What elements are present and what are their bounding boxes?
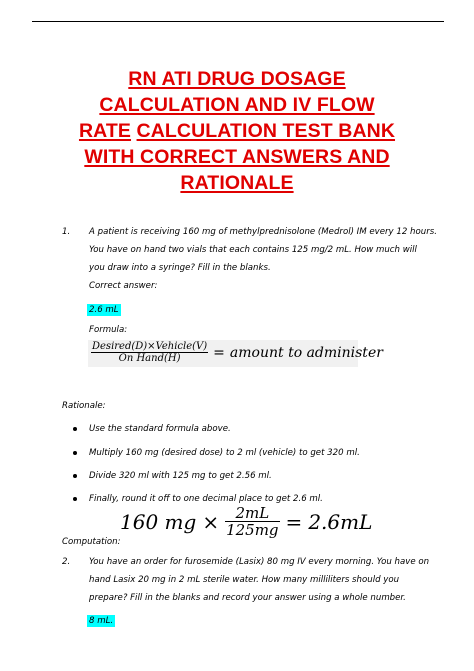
computation-result: 2.6mL <box>308 509 373 534</box>
q1-answer <box>87 302 121 318</box>
q1-answer-highlight: 2.6 mL <box>89 305 119 315</box>
computation-numerator: 2mL <box>235 504 270 522</box>
computation-times: × <box>202 509 220 534</box>
computation-denominator: 125mg <box>226 521 279 539</box>
computation-lhs: 160 mg <box>120 509 197 534</box>
bullet-4: Finally, round it off to one decimal place to get 2.6 ml. <box>89 494 323 504</box>
q2-answer <box>87 613 115 629</box>
title-line-1: RN ATI DRUG DOSAGE <box>128 68 346 90</box>
formula-fraction <box>91 341 208 364</box>
q1-correct-label: Correct answer: <box>89 281 158 291</box>
title-line-5: RATIONALE <box>180 172 294 194</box>
q2-number: 2. <box>62 557 71 567</box>
bullet-3: Divide 320 ml with 125 mg to get 2.56 ml. <box>89 471 272 481</box>
top-rule <box>32 21 444 22</box>
computation-equation <box>120 505 372 538</box>
q1-rationale-label: Rationale: <box>62 401 106 411</box>
document-title <box>40 66 434 196</box>
q2-line-2: hand Lasix 20 mg in 2 mL sterile water. How many milliliters should you <box>89 575 400 585</box>
bullet-2: Multiply 160 mg (desired dose) to 2 ml (vehicle) to get 320 ml. <box>89 448 360 458</box>
bullet-4-dot <box>73 497 77 501</box>
formula-numerator: Desired(D)×Vehicle(V) <box>92 341 208 352</box>
q2-line-1: You have an order for furosemide (Lasix) 80 mg IV every morning. You have on <box>89 557 430 567</box>
formula-equals: = <box>213 344 225 361</box>
q1-line-2: You have on hand two vials that each contains 125 mg/2 mL. How much will <box>89 245 417 255</box>
formula-rhs: amount to administer <box>229 344 383 361</box>
computation-label: Computation: <box>62 537 121 547</box>
q2-line-3: prepare? Fill in the blanks and record your answer using a whole number. <box>89 593 406 603</box>
bullet-1-dot <box>73 427 77 431</box>
computation-fraction <box>225 505 279 538</box>
q2-answer-highlight: 8 mL. <box>89 616 114 626</box>
bullet-3-dot <box>73 474 77 478</box>
title-line-4: WITH CORRECT ANSWERS AND <box>84 146 390 168</box>
q1-formula-label: Formula: <box>89 325 128 335</box>
q1-number: 1. <box>62 227 71 237</box>
title-line-3a: RATE <box>78 120 132 142</box>
bullet-2-dot <box>73 451 77 455</box>
computation-equals: = <box>285 509 303 534</box>
title-line-2: CALCULATION AND IV FLOW <box>99 94 375 116</box>
q1-line-1: A patient is receiving 160 mg of methylprednisolone (Medrol) IM every 12 hours. <box>89 227 437 237</box>
q1-line-3: you draw into a syringe? Fill in the blanks. <box>89 263 271 273</box>
bullet-1: Use the standard formula above. <box>89 424 231 434</box>
formula-denominator: On Hand(H) <box>118 353 181 364</box>
title-line-3b: CALCULATION TEST BANK <box>136 120 396 142</box>
dosage-formula <box>91 341 383 364</box>
